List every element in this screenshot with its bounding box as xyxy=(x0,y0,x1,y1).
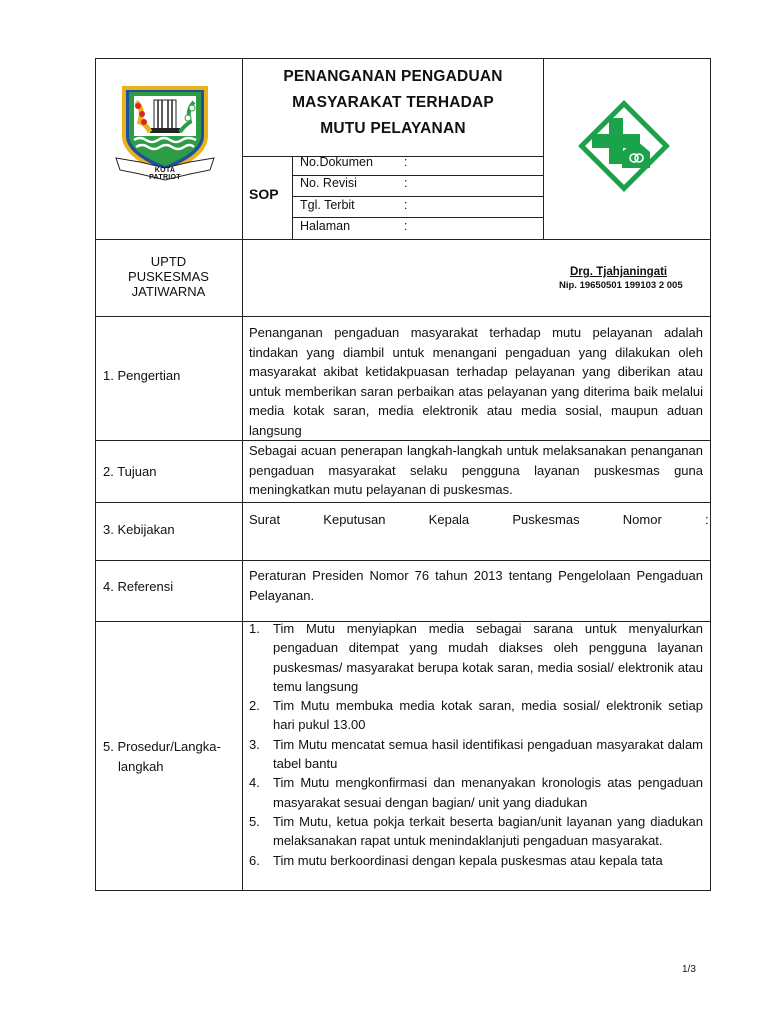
signer-name: Drg. Tjahjaningati xyxy=(570,266,668,278)
doc-field-label-tglterbit: Tgl. Terbit xyxy=(300,198,355,212)
step-text: Tim Mutu menyiapkan media sebagai sarana untuk menyalurkan pengaduan ditempat yang mudah diakses oleh pengguna layanan puskesmas/ masyarakat berupa kotak saran, media sosial/ elektronik atau temu langsung xyxy=(273,621,703,694)
step-text: Tim Mutu mencatat semua hasil identifikasi pengaduan masyarakat dalam tabel bantu xyxy=(273,736,703,772)
pengertian-paragraph: Penanganan pengaduan masyarakat terhadap mutu pelayanan adalah tindakan yang diambil untuk menangani pengaduan yang dilakukan oleh masyarakat akibat ketidakpuasan terhadap pelayanan yang diberikan atau untuk memberikan saran perbaikan atas pelayanan yang diterima baik melalui media kotak saran, media elektronik atau media sosial, maupun aduan langsung xyxy=(249,325,703,438)
step-number: 4. xyxy=(249,775,260,791)
doc-field-colon: : xyxy=(404,155,408,169)
step-number: 3. xyxy=(249,736,260,752)
sop-title-line-3: MUTU PELAYANAN xyxy=(320,120,466,137)
doc-field-colon: : xyxy=(404,176,408,190)
doc-field-colon: : xyxy=(404,198,408,212)
procedure-steps-list xyxy=(249,619,703,870)
step-text: Tim Mutu, ketua pokja terkait beserta bagian/unit layanan yang diadukan melaksanakan rapat untuk menindaklanjuti pengaduan masyarakat. xyxy=(273,813,703,849)
kebijakan-text: Surat Keputusan Kepala Puskesmas Nomor : xyxy=(249,512,709,527)
emblem-banner-text: KOTA PATRIOT xyxy=(149,167,181,181)
section-text-referensi xyxy=(249,566,703,605)
sop-label: SOP xyxy=(249,186,279,202)
signer-nip: Nip. 19650501 199103 2 005 xyxy=(559,280,683,291)
step-number: 6. xyxy=(249,852,260,868)
step-text: Tim Mutu mengkonfirmasi dan menanyakan kronologis atas pengaduan masyarakat sesuai dengan bagian/ unit yang diadukan xyxy=(273,775,703,810)
doc-field-label-halaman: Halaman xyxy=(300,219,351,233)
doc-field-label-norevisi: No. Revisi xyxy=(300,176,357,190)
sop-title-line-1: PENANGANAN PENGADUAN xyxy=(283,68,503,85)
step-number: 2. xyxy=(249,698,260,714)
city-emblem-logo xyxy=(110,78,220,183)
section-text-tujuan xyxy=(249,441,703,500)
section-label-referensi: 4. Referensi xyxy=(103,579,174,594)
page-indicator: 1/3 xyxy=(682,964,696,975)
org-name-line-1: UPTD xyxy=(150,254,187,269)
section-label-pengertian: 1. Pengertian xyxy=(103,368,181,383)
tujuan-paragraph: Sebagai acuan penerapan langkah-langkah untuk melaksanakan penanganan pengaduan masyarakat selaku pengguna layanan puskesmas guna meningkatkan mutu pelayanan di puskesmas. xyxy=(249,443,703,497)
org-name-line-2: PUSKESMAS xyxy=(128,269,209,284)
procedure-step xyxy=(249,851,703,870)
section-label-prosedur-line-2: langkah xyxy=(118,759,164,774)
puskesmas-logo-icon xyxy=(578,100,670,192)
step-text: Tim Mutu membuka media kotak saran, media sosial/ elektronik setiap hari pukul 13.00 xyxy=(273,698,703,733)
section-label-tujuan: 2. Tujuan xyxy=(103,464,157,479)
referensi-paragraph: Peraturan Presiden Nomor 76 tahun 2013 tentang Pengelolaan Pengaduan Pelayanan. xyxy=(249,568,703,603)
sop-title-line-2: MASYARAKAT TERHADAP xyxy=(292,94,494,111)
procedure-step xyxy=(249,619,703,696)
step-number: 1. xyxy=(249,621,260,636)
org-name-line-3: JATIWARNA xyxy=(131,284,206,299)
procedure-step xyxy=(249,735,703,774)
procedure-step xyxy=(249,773,703,812)
section-text-pengertian xyxy=(249,323,703,440)
section-label-kebijakan: 3. Kebijakan xyxy=(103,522,175,537)
doc-field-colon: : xyxy=(404,219,408,233)
procedure-step xyxy=(249,812,703,851)
procedure-step xyxy=(249,696,703,735)
step-number: 5. xyxy=(249,813,260,829)
section-label-prosedur-line-1: 5. Prosedur/Langka- xyxy=(103,739,221,754)
doc-field-label-nodokumen: No.Dokumen xyxy=(300,155,373,169)
step-text: Tim mutu berkoordinasi dengan kepala puskesmas atau kepala tata xyxy=(273,852,663,868)
